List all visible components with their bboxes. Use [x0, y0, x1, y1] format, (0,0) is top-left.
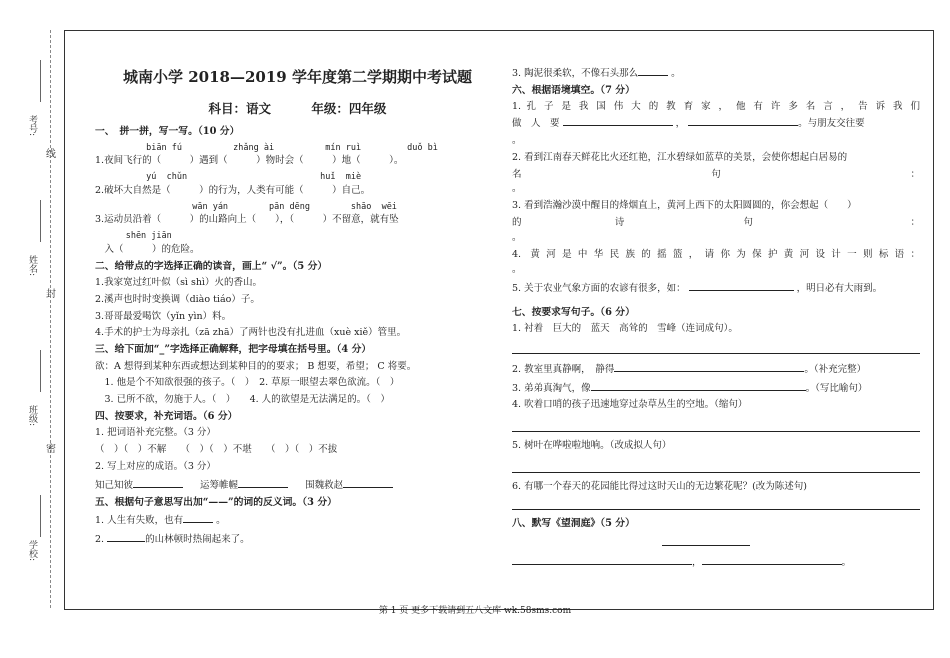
- answer-line[interactable]: [512, 421, 920, 432]
- question-text: 2. 教室里真静啊， 静得: [512, 363, 615, 375]
- answer-line[interactable]: [512, 462, 920, 473]
- binding-char-secret: 密: [46, 444, 56, 455]
- question-text: 。（补充完整）: [804, 363, 867, 375]
- answer-blank[interactable]: [662, 536, 750, 546]
- subject-label: 科目：语文: [208, 100, 272, 116]
- question-line: [512, 116, 920, 130]
- answer-line[interactable]: [512, 499, 920, 510]
- answer-blank[interactable]: [133, 478, 183, 488]
- section-6-heading: 六、根据语境填空。（7 分）: [512, 84, 635, 96]
- question-line: 的 诗 句 ：: [512, 217, 920, 229]
- answer-blank[interactable]: [591, 381, 806, 391]
- answer-blank[interactable]: [238, 478, 288, 488]
- section-2-heading: 二、给带点的字选择正确的读音，画上“ √”。（5 分）: [95, 260, 328, 272]
- pinyin-line: wān yán pān dēng shāo wēi: [95, 201, 397, 212]
- exam-subtitle: [95, 101, 500, 117]
- question-line: 1. 把词语补充完整。（3 分）: [95, 427, 216, 439]
- question-line: 1.夜间飞行的（ ）遇到（ ）物时会（ ）地（ ）。: [95, 155, 404, 167]
- answer-blank[interactable]: [638, 66, 668, 76]
- question-text: 的山林顿时热闹起来了。: [145, 534, 250, 546]
- answer-blank[interactable]: [702, 555, 842, 565]
- section-3-heading: 三、给下面加“_”字选择正确解释，把字母填在括号里。（4 分）: [95, 344, 372, 356]
- question-text: 5. 关于农业气象方面的农谚有很多，如：: [512, 282, 686, 294]
- question-line: 2.破坏大自然是（ ）的行为，人类有可能（ ）自己。: [95, 184, 371, 196]
- idiom-word: 知己知彼: [95, 480, 134, 492]
- section-1-heading: 一、 拼一拼，写一写。（10 分）: [95, 126, 240, 138]
- question-line: 2.溪声也时时变换调（diào tiáo）子。: [95, 293, 260, 305]
- section-5-heading: 五、根据句子意思写出加“——”的词的反义词。（3 分）: [95, 496, 337, 508]
- question-text: 。: [216, 515, 226, 527]
- question-text: 3. 弟弟真淘气，像: [512, 382, 591, 394]
- question-text: 1. 人生有失败，也有: [95, 515, 184, 527]
- pinyin-line: yú chǔn huǐ miè: [95, 172, 362, 183]
- binding-field-class: [40, 350, 42, 392]
- question-text: ，明日必有大雨到。: [796, 282, 883, 294]
- question-line: 1. 孔 子 是 我 国 伟 大 的 教 育 家 ， 他 有 许 多 名 言 ， 告 诉 我 们: [512, 101, 920, 113]
- answer-blank[interactable]: [689, 281, 794, 291]
- question-line: 4. 黄河是中华民族的摇篮，请你为保护黄河设计一则标语：: [512, 248, 920, 260]
- section-4-heading: 四、按要求，补充词语。（6 分）: [95, 411, 238, 423]
- question-line: 3.哥哥最爱喝饮（yǐn yìn）料。: [95, 310, 232, 322]
- right-column: [512, 66, 920, 574]
- question-text: 。: [671, 68, 681, 79]
- binding-label-name: 姓名:: [27, 255, 37, 277]
- binding-field-name: [40, 200, 42, 242]
- answer-blank[interactable]: [563, 116, 673, 126]
- question-text: 2.: [95, 534, 105, 546]
- question-line: 。: [512, 183, 522, 195]
- binding-field-exam-no: [40, 60, 42, 102]
- question-line: 3.运动员沿着（ ）的山路向上（ ），（ ）不留意，就有坠: [95, 214, 399, 226]
- question-line: 。: [512, 232, 522, 244]
- poem-title-line: [512, 536, 920, 550]
- answer-blank[interactable]: [343, 478, 393, 488]
- idiom-line: [95, 478, 500, 492]
- answer-blank[interactable]: [107, 532, 145, 542]
- question-line: [95, 513, 500, 527]
- binding-field-school: [40, 495, 42, 537]
- left-column: [95, 60, 500, 551]
- question-text: 做 人 要: [512, 117, 560, 129]
- question-line: 4.手术的护士为母亲扎（zā zhā）了两针也没有扎进血（xuè xiě）管里。: [95, 327, 407, 339]
- section-8-heading: 八、默写《望洞庭》（5 分）: [512, 518, 635, 530]
- punctuation: 。: [841, 557, 852, 569]
- question-line: 。: [512, 134, 522, 146]
- question-line: 3. 看到浩瀚沙漠中醒目的烽烟直上，黄河上西下的太阳圆圆的，你会想起（ ）: [512, 200, 857, 212]
- question-line: 入（ ）的危险。: [95, 243, 200, 255]
- answer-blank[interactable]: [614, 362, 804, 372]
- section-7-heading: 七、按要求写句子。（6 分）: [512, 306, 635, 318]
- binding-label-school: 学校:: [27, 540, 37, 562]
- poem-line: [512, 555, 920, 569]
- question-line: 1. 他是个不知欲很强的孩子。（ ） 2. 草原一眼望去翠色欲流。（ ）: [95, 377, 400, 389]
- page-footer: 第 1 页 更多下载请到五八文库 wk.58sms.com: [378, 606, 572, 616]
- binding-label-exam-no: 考号:: [27, 115, 37, 137]
- pinyin-line: biān fú zhǎng ài mín ruì duǒ bì: [95, 142, 438, 153]
- idiom-word: 运筹帷幄: [200, 480, 239, 492]
- binding-char-line: 线: [46, 149, 56, 160]
- punctuation: ，: [692, 557, 702, 569]
- question-line: [512, 381, 920, 395]
- question-text: 。与朋友交往要: [798, 117, 865, 129]
- question-text: ，: [675, 117, 686, 129]
- question-text: 3. 陶泥很柔软，不像石头那么: [512, 68, 639, 79]
- question-line: 2. 写上对应的成语。（3 分）: [95, 461, 216, 473]
- question-line: 。: [512, 263, 522, 275]
- answer-blank[interactable]: [688, 116, 798, 126]
- question-line: 6. 有哪一个春天的花园能比得过这时天山的无边繁花呢？(改为陈述句): [512, 481, 807, 493]
- question-line: 3. 已所不欲，勿施于人。（ ） 4. 人的欲望是无法满足的。（ ）: [95, 394, 390, 406]
- grade-label: 年级：四年级: [311, 100, 387, 116]
- question-line: 1.我家宽过红叶似（sì shì）火的香山。: [95, 276, 263, 288]
- question-line: 2. 看到江南春天鲜花比火还红艳，江水碧绿如蓝草的美景，会使你想起白居易的: [512, 151, 848, 163]
- question-text: 。（写比喻句）: [805, 382, 868, 394]
- idiom-word: 围魏救赵: [305, 480, 344, 492]
- question-line: 名 句 ：: [512, 168, 920, 180]
- binding-char-seal: 封: [46, 289, 56, 300]
- question-line: （ ）（ ）不解 （ ）（ ）不堪 （ ）（ ）不拔: [95, 444, 338, 456]
- question-line: 欲：A 想得到某种东西或想达到某种目的的要求； B 想要，希望； C 将要。: [95, 360, 417, 372]
- question-line: [512, 66, 920, 80]
- question-line: 4. 吹着口哨的孩子迅速地穿过杂草丛生的空地。（缩句）: [512, 399, 748, 411]
- question-line: [95, 532, 500, 546]
- answer-line[interactable]: [512, 343, 920, 354]
- answer-blank[interactable]: [183, 513, 213, 523]
- question-line: [512, 362, 920, 376]
- question-line: [512, 281, 920, 295]
- binding-label-class: 班级:: [27, 405, 37, 427]
- answer-blank[interactable]: [512, 555, 692, 565]
- question-line: 1. 衬着 巨大的 蓝天 高耸的 雪峰（连词成句）。: [512, 322, 738, 334]
- binding-line: [50, 30, 51, 608]
- exam-title: 城南小学 2018—2019 学年度第二学期期中考试题: [123, 68, 472, 86]
- pinyin-line: shēn jiān: [95, 231, 172, 242]
- question-line: 5. 树叶在哗啦啦地响。（改成拟人句）: [512, 440, 672, 452]
